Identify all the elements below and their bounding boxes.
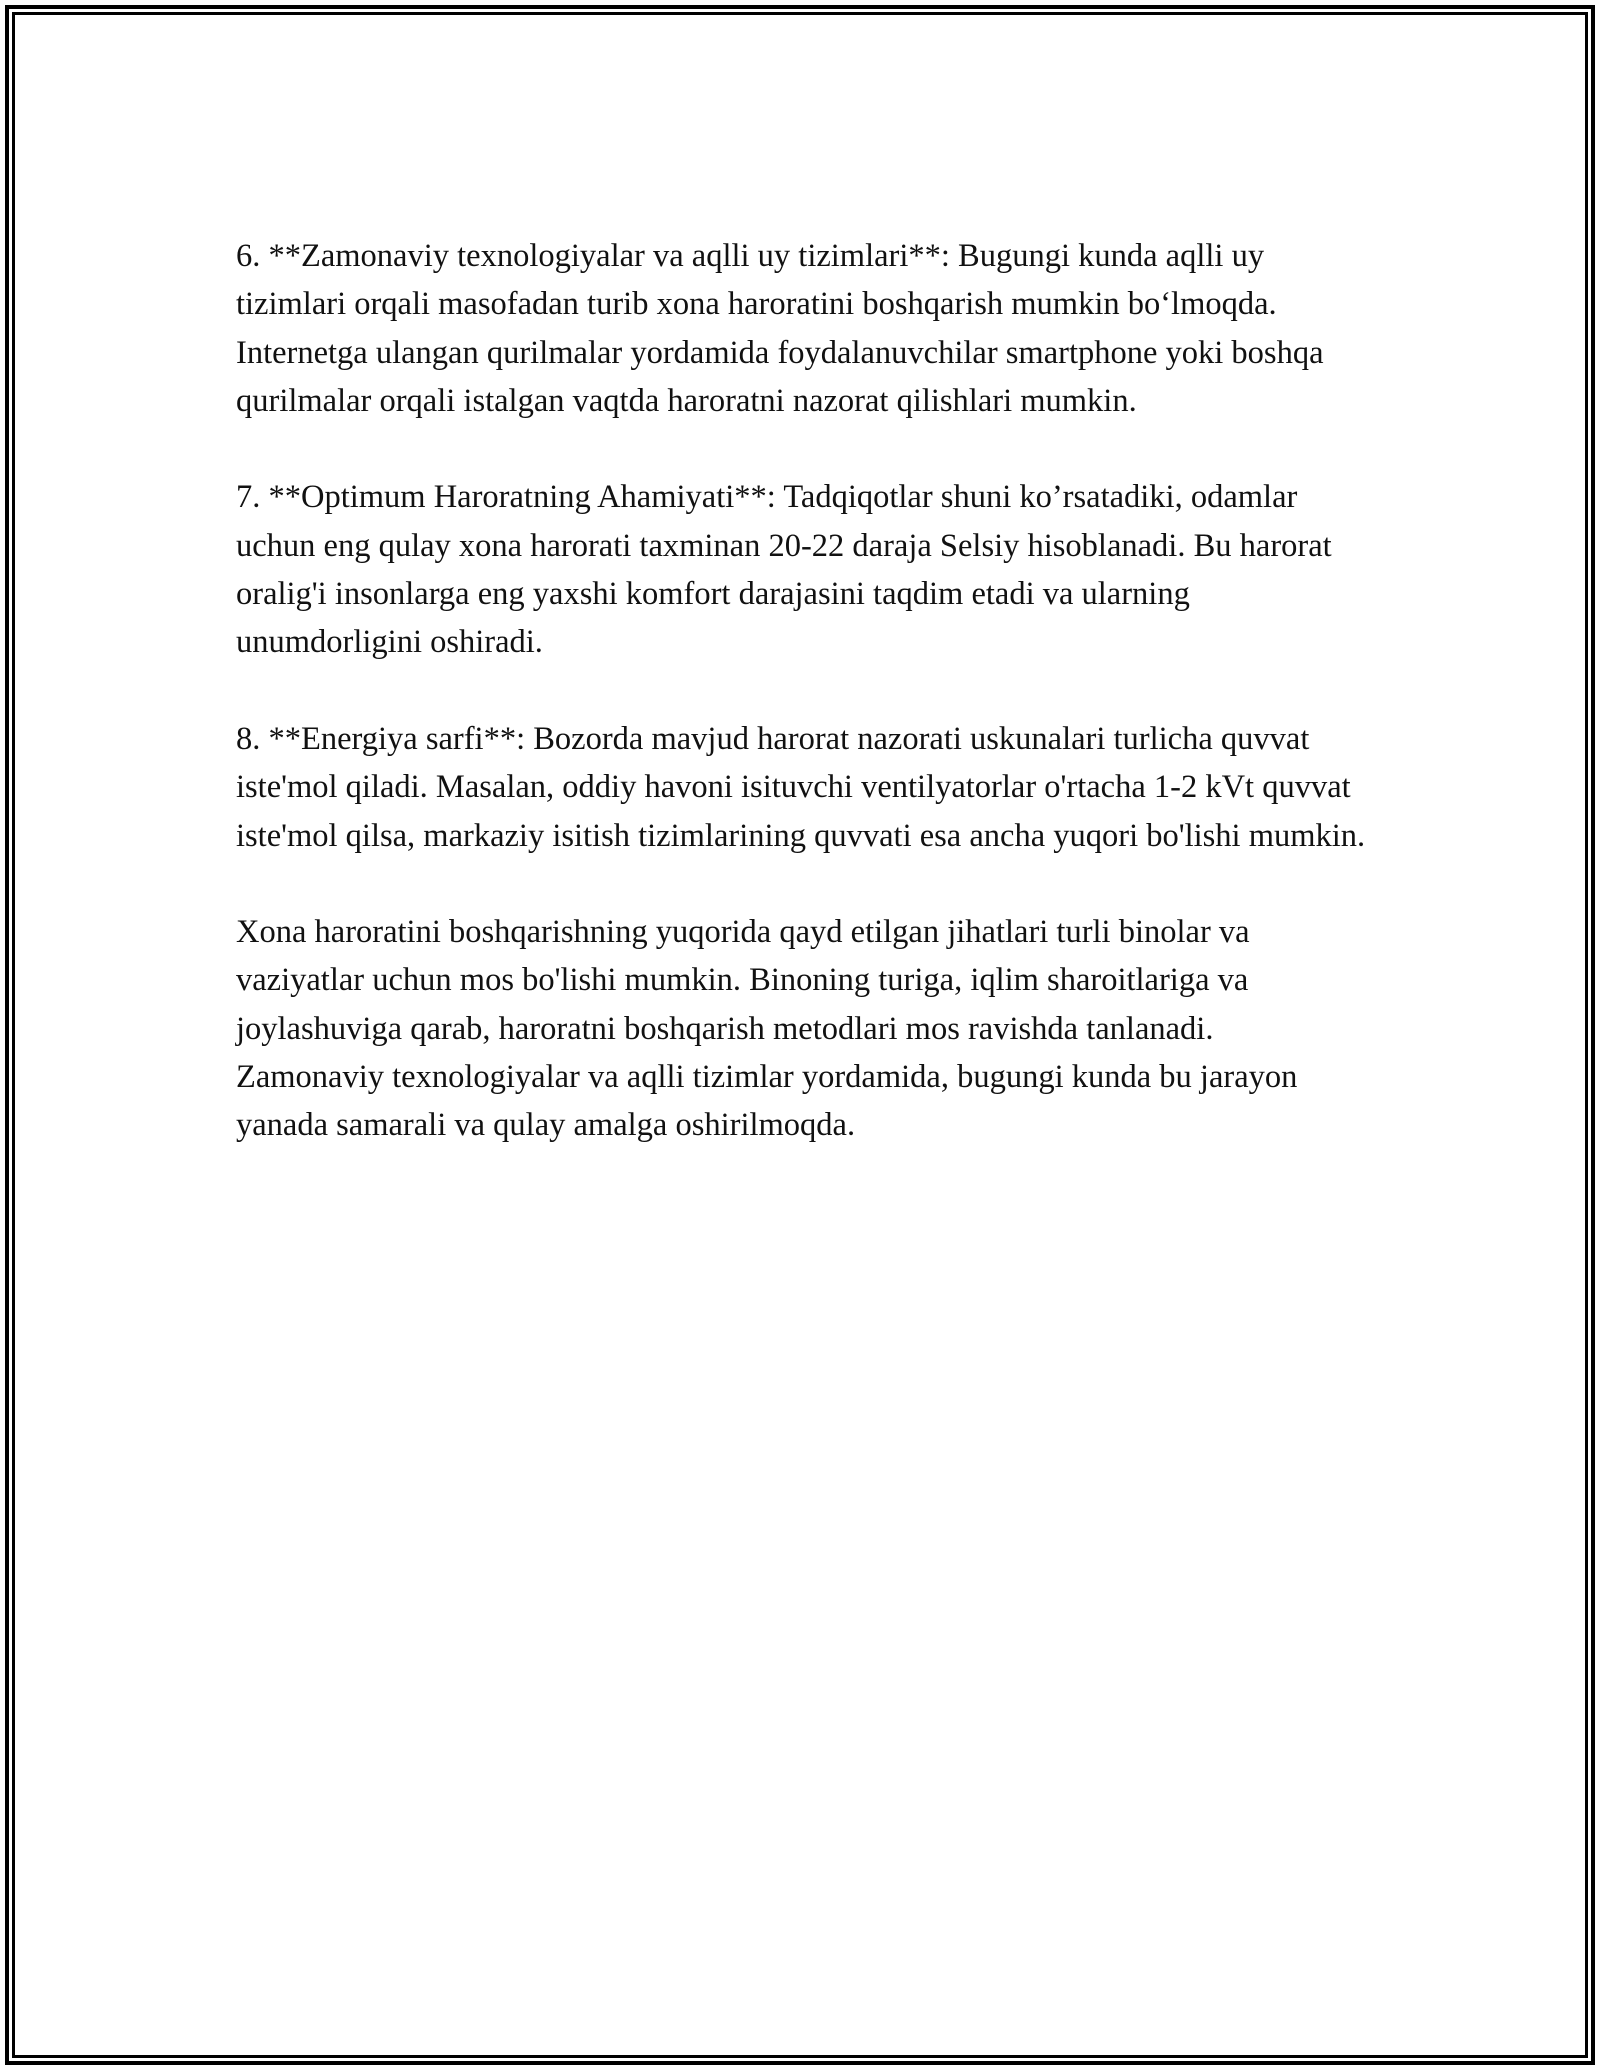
document-body xyxy=(236,232,1366,1198)
paragraph-smart-home: 6. **Zamonaviy texnologiyalar va aqlli uy tizimlari**: Bugungi kunda aqlli uy tizimlari orqali masofadan turib xona haroratini boshqarish mumkin bo‘lmoqda. Internetga ulangan qurilmalar yordamida foydalanuvchilar smartphone yoki boshqa qurilmalar orqali istalgan vaqtda haroratni nazorat qilishlari mumkin. xyxy=(236,238,1324,419)
paragraph-conclusion: Xona haroratini boshqarishning yuqorida qayd etilgan jihatlari turli binolar va vaziyatlar uchun mos bo'lishi mumkin. Binoning turiga, iqlim sharoitlariga va joylashuviga qarab, haroratni boshqarish metodlari mos ravishda tanlanadi. Zamonaviy texnologiyalar va aqlli tizimlar yordamida, bugungi kunda bu jarayon yanada samarali va qulay amalga oshirilmoqda. xyxy=(236,914,1298,1144)
paragraph-energy-consumption: 8. **Energiya sarfi**: Bozorda mavjud harorat nazorati uskunalari turlicha quvvat iste'mol qiladi. Masalan, oddiy havoni isituvchi ventilyatorlar o'rtacha 1-2 kVt quvvat iste'mol qilsa, markaziy isitish tizimlarining quvvati esa ancha yuqori bo'lishi mumkin. xyxy=(236,720,1366,854)
paragraph-optimum-temperature: 7. **Optimum Haroratning Ahamiyati**: Tadqiqotlar shuni ko’rsatadiki, odamlar uchun eng qulay xona harorati taxminan 20-22 daraja Selsiy hisoblanadi. Bu harorat oralig'i insonlarga eng yaxshi komfort darajasini taqdim etadi va ularning unumdorligini oshiradi. xyxy=(236,479,1332,661)
